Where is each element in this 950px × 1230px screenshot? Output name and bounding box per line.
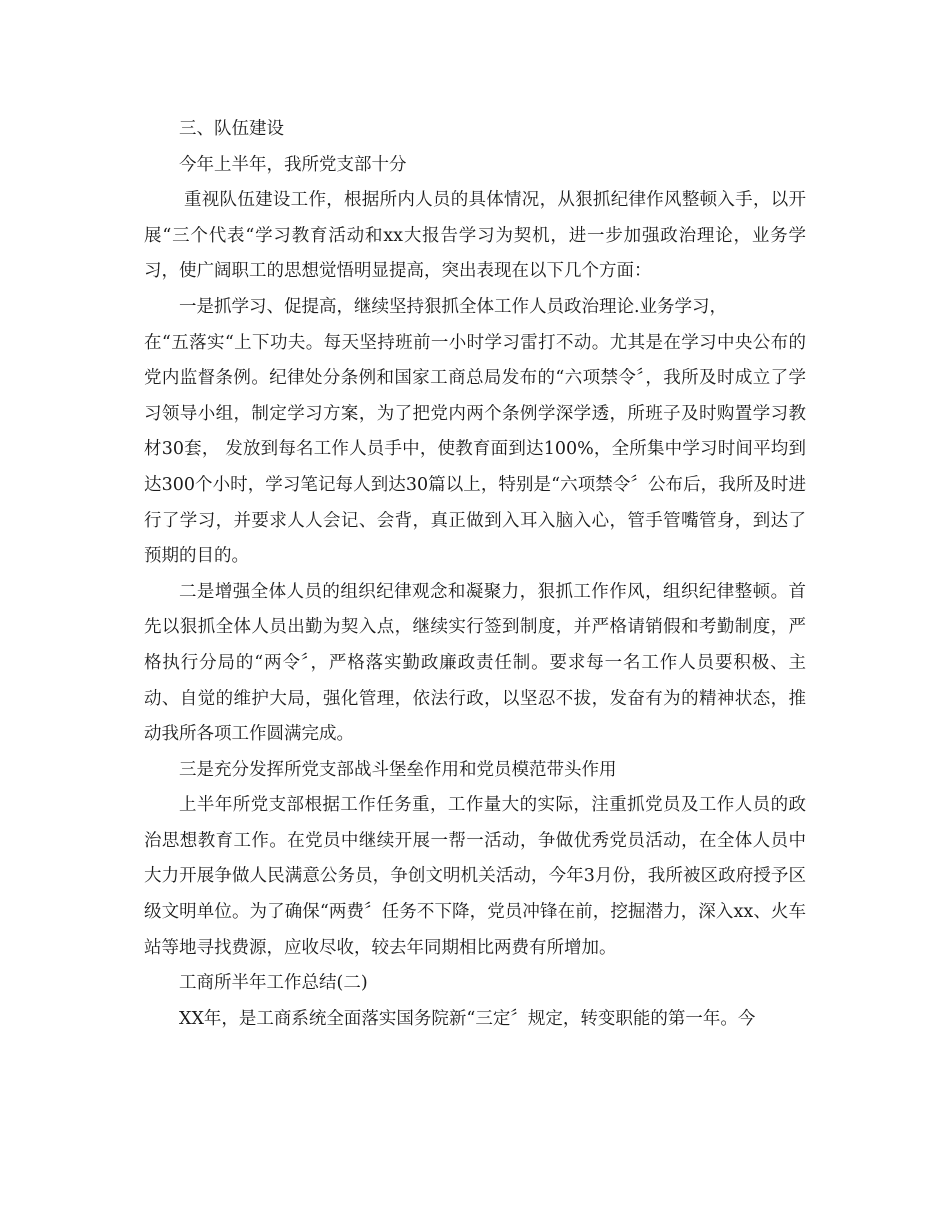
subtitle-heading: 工商所半年工作总结(二) [179, 973, 368, 994]
paragraph: 一是抓学习、促提高，继续坚持狠抓全体工作人员政治理论.业务学习， [179, 296, 728, 317]
paragraph: 重视队伍建设工作，根据所内人员的具体情况，从狠抓纪律作风整顿入手，以开展“三个代表“学习教育活动和xx大报告学习为契机，进一步加强政治理论，业务学习，使广阔职工的思想觉悟明显提高，突出表现在以下几个方面： [144, 190, 806, 282]
document-body [144, 112, 806, 1037]
paragraph: 三是充分发挥所党支部战斗堡垒作用和党员模范带头作用 [179, 759, 617, 780]
section-heading: 三、队伍建设 [179, 119, 284, 139]
paragraph: 上半年所党支部根据工作任务重，工作量大的实际，注重抓党员及工作人员的政治思想教育工作。在党员中继续开展一帮一活动，争做优秀党员活动，在全体人员中大力开展争做人民满意公务员，争创文明机关活动，今年3月份，我所被区政府授予区级文明单位。为了确保“两费〞任务不下降，党员冲锋在前，挖掘潜力，深入xx、火车站等地寻找费源，应收尽收，较去年同期相比两费有所增加。 [144, 795, 806, 958]
paragraph: 今年上半年，我所党支部十分 [179, 154, 407, 175]
paragraph: XX年，是工商系统全面落实国务院新“三定〞规定，转变职能的第一年。今 [179, 1008, 756, 1029]
paragraph: 在“五落实“上下功夫。每天坚持班前一小时学习雷打不动。尤其是在学习中央公布的党内监督条例。纪律处分条例和国家工商总局发布的“六项禁令〞，我所及时成立了学习领导小组，制定学习方案，为了把党内两个条例学深学透，所班子及时购置学习教材30套， 发放到每名工作人员手中，使教育面到达100%，全所集中学习时间平均到达300个小时，学习笔记每人到达30篇以上，特别是“六项禁令〞公布后，我所及时进行了学习，并要求人人会记、会背，真正做到入耳入脑入心，管手管嘴管身，到达了预期的目的。 [144, 332, 806, 567]
paragraph: 二是增强全体人员的组织纪律观念和凝聚力，狠抓工作作风，组织纪律整顿。首先以狠抓全体人员出勤为契入点，继续实行签到制度，并严格请销假和考勤制度，严格执行分局的“两令〞，严格落实勤政廉政责任制。要求每一名工作人员要积极、主动、自觉的维护大局，强化管理，依法行政，以坚忍不拔，发奋有为的精神状态，推动我所各项工作圆满完成。 [144, 581, 806, 745]
